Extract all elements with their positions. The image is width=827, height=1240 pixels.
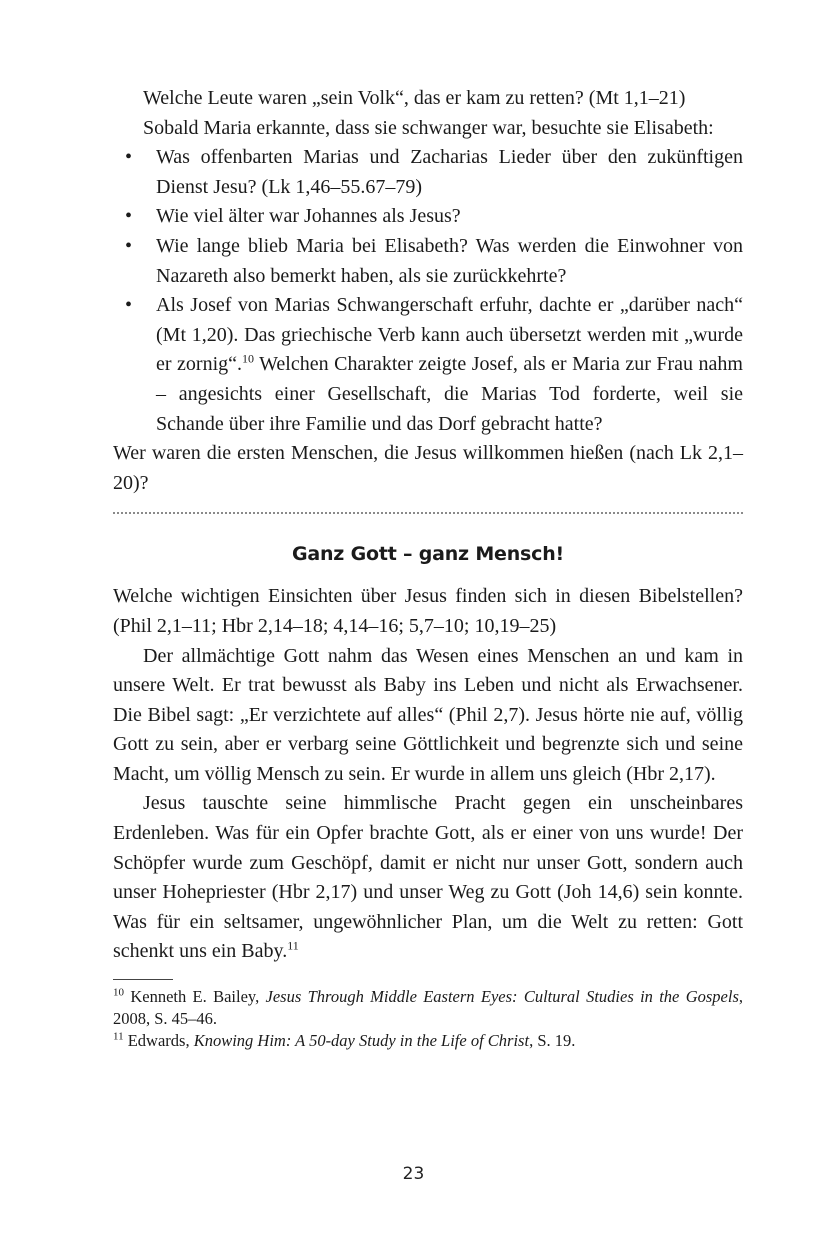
paragraph-question-people: Welche Leute waren „sein Volk“, das er kam zu retten? (Mt 1,1–21) xyxy=(143,87,686,109)
paragraph-almighty-god: Der allmächtige Gott nahm das Wesen eines Menschen an und kam in unsere Welt. Er trat bewusst als Baby ins Leben und nicht als Erwachsener. Die Bibel sagt: „Er verzichtete auf alles“ (Phil 2,7). Jesus hörte nie auf, völlig Gott zu sein, aber er verbarg seine Göttlichkeit und begrenzte sich und seine Macht, um völlig Mensch zu sein. Er wurde in allem uns gleich (Hbr 2,17). xyxy=(113,644,743,785)
list-item xyxy=(113,202,743,232)
dotted-divider xyxy=(113,512,743,514)
bullet-icon: • xyxy=(125,146,133,169)
page-number: 23 xyxy=(402,1164,425,1184)
paragraph-first-people: Wer waren die ersten Menschen, die Jesus willkommen hießen (nach Lk 2,1–20)? xyxy=(113,442,743,494)
bullet-icon: • xyxy=(125,205,133,228)
list-item-text: Was offenbarten Marias und Zacharias Lieder über den zukünftigen Dienst Jesu? (Lk 1,46–55.67–79) xyxy=(156,146,743,198)
list-item-text: Wie viel älter war Johannes als Jesus? xyxy=(156,205,461,228)
bullet-icon: • xyxy=(125,294,133,317)
footnote-rest: , S. 19. xyxy=(529,1031,576,1051)
footnote-ref-10[interactable]: 10 xyxy=(242,351,255,366)
list-item-text: Als Josef von Marias Schwangerschaft erfuhr, dachte er „darüber nach“ (Mt 1,20). Das griechische Verb kann auch übersetzt werden mit „wurde er zornig“. xyxy=(156,294,743,376)
footnote-author: Kenneth E. Bailey, xyxy=(130,987,266,1007)
list-item xyxy=(113,291,743,439)
bullet-icon: • xyxy=(125,234,133,257)
paragraph-sacrifice xyxy=(113,789,743,967)
list-item-text: Wie lange blieb Maria bei Elisabeth? Was werden die Einwohner von Nazareth also bemerkt haben, als sie zurückkehrte? xyxy=(156,234,743,287)
list-item xyxy=(113,232,743,291)
footnote-number: 10 xyxy=(113,986,124,999)
footnote-11 xyxy=(113,1030,743,1052)
list-item-text-cont: Welchen Charakter zeigte Josef, als er Maria zur Frau nahm – angesichts einer Gesellschaft, die Marias Tod forderte, weil sie Schande über ihre Familie und das Dorf gebracht hatte? xyxy=(156,353,743,435)
footnote-10 xyxy=(113,986,743,1030)
footnote-title: Knowing Him: A 50-day Study in the Life of Christ xyxy=(193,1031,530,1051)
footnote-number: 11 xyxy=(113,1030,124,1043)
section-heading: Ganz Gott – ganz Mensch! xyxy=(291,543,565,566)
footnote-rule xyxy=(113,979,173,980)
paragraph-insights: Welche wichtigen Einsichten über Jesus finden sich in diesen Bibelstellen? (Phil 2,1–11; Hbr 2,14–18; 4,14–16; 5,7–10; 10,19–25) xyxy=(113,585,743,637)
footnote-rest: , 2008, S. 45–46. xyxy=(113,987,743,1029)
paragraph-sacrifice-text: Jesus tauschte seine himmlische Pracht gegen ein unscheinbares Erdenleben. Was für ein Opfer brachte Gott, als er einer von uns wurde! Der Schöpfer wurde zum Geschöpf, damit er nicht nur unser Gott, sondern auch unser Hohepriester (Hbr 2,17) und unser Weg zu Gott (Joh 14,6) sein konnte. Was für ein seltsamer, ungewöhnlicher Plan, um die Welt zu retten: Gott schenkt uns ein Baby. xyxy=(113,792,743,963)
footnote-title: Jesus Through Middle Eastern Eyes: Cultural Studies in the Gospels xyxy=(265,987,739,1007)
question-list xyxy=(113,143,743,439)
page-body xyxy=(113,84,743,1052)
paragraph-maria-visit: Sobald Maria erkannte, dass sie schwanger war, besuchte sie Elisabeth: xyxy=(143,116,714,139)
list-item xyxy=(113,143,743,202)
footnote-ref-11[interactable]: 11 xyxy=(287,938,299,953)
footnote-author: Edwards, xyxy=(127,1031,194,1051)
